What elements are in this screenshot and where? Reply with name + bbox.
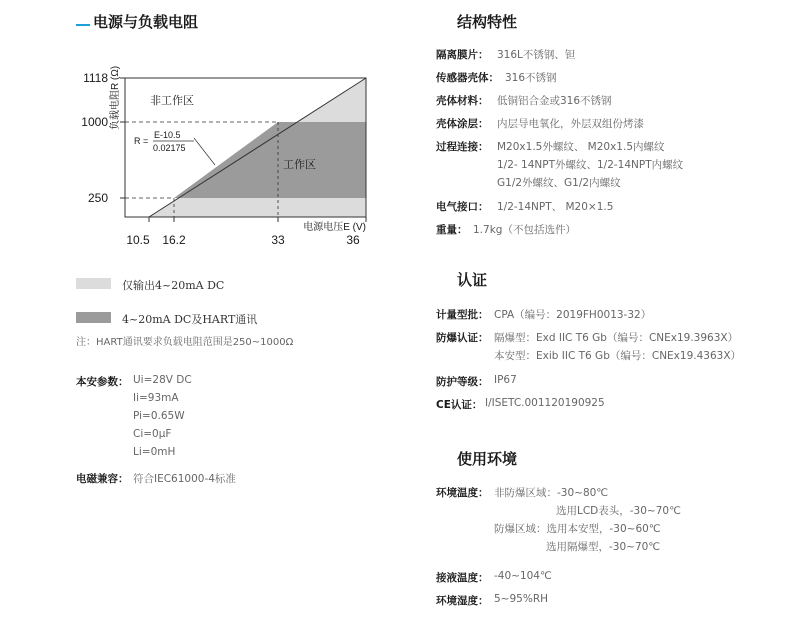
intrinsic-ci: Ci=0μF [133,428,172,440]
struct-label-process: 过程连接： [436,141,489,153]
cert-value-intrinsic: 本安型：Exib IIC T6 Gb（编号：CNEx19.4363X） [494,350,742,362]
y-tick-250: 250 [87,191,108,205]
cert-value-metrology: CPA（编号：2019FH0013-32） [494,309,652,321]
env-label-fluid: 接液温度： [436,572,489,584]
struct-value-housing: 低铜铝合金或316不锈钢 [497,95,612,107]
formula-pointer [194,138,215,165]
struct-value-coating: 内层导电氧化，外层双组份烤漆 [497,118,644,130]
env-temp-line4: 选用隔爆型，-30~70℃ [546,541,661,553]
non-work-zone-label: 非工作区 [150,95,194,107]
struct-label-weight: 重量： [436,224,468,236]
struct-value-diaphragm: 316L不锈钢、钽 [497,49,576,61]
y-tick-1118: 1118 [83,71,108,85]
x-tick-33: 33 [271,233,285,247]
env-temp-line3: 防爆区域：选用本安型，-30~60℃ [494,523,661,535]
y-axis-label: 负载电阻R (Ω) [110,65,121,130]
env-label-humidity: 环境湿度： [436,595,489,607]
env-label-temp: 环境温度： [436,487,489,499]
intrinsic-li: Li=0mH [133,446,176,458]
env-title: 使用环境 [457,450,518,468]
env-value-fluid: -40~104℃ [494,570,552,582]
struct-label-diaphragm: 隔离膜片： [436,49,489,61]
y-tick-1000: 1000 [81,115,108,129]
intrinsic-pi: Pi=0.65W [133,410,185,422]
struct-label-electrical: 电气接口： [436,201,489,213]
formula-numerator: E-10.5 [154,130,181,140]
hart-note: 注：HART通讯要求负载电阻范围是250~1000Ω [76,337,294,348]
cert-label-metrology: 计量型批： [436,309,489,321]
x-tick-16-2: 16.2 [162,233,186,247]
power-load-title: 电源与负载电阻 [93,13,199,31]
cert-value-flameproof: 隔爆型：Exd IIC T6 Gb（编号：CNEx19.3963X） [494,332,739,344]
cert-label-explosion: 防爆认证： [436,332,489,344]
load-resistance-chart [70,58,380,248]
legend-swatch-light [76,278,111,289]
cert-value-ce: I/ISETC.001120190925 [485,397,605,409]
struct-label-housing: 壳体材料： [436,95,489,107]
struct-label-coating: 壳体涂层： [436,118,489,130]
legend-swatch-dark [76,312,111,323]
struct-process-line2: 1/2- 14NPT外螺纹、1/2-14NPT内螺纹 [497,159,684,171]
intrinsic-label: 本安参数： [76,376,129,388]
work-zone-label: 工作区 [283,159,316,171]
emc-label: 电磁兼容： [76,473,129,485]
formula-denominator: 0.02175 [153,143,186,153]
cert-label-ce: CE认证： [436,399,483,411]
structure-title: 结构特性 [457,13,518,31]
env-temp-line1: 非防爆区域：-30~80℃ [494,487,609,499]
struct-value-electrical: 1/2-14NPT、 M20×1.5 [497,201,614,213]
legend-text-dark: 4~20mA DC及HART通讯 [122,313,258,326]
cert-label-protection: 防护等级： [436,376,489,388]
emc-value: 符合IEC61000-4标准 [133,473,236,485]
formula-prefix: R = [134,136,149,146]
struct-value-process: M20x1.5外螺纹、 M20x1.5内螺纹 [497,141,665,153]
struct-label-sensor: 传感器壳体： [436,72,499,84]
intrinsic-ui: Ui=28V DC [133,374,192,386]
x-tick-36: 36 [346,233,360,247]
struct-process-line3: G1/2外螺纹、G1/2内螺纹 [497,177,621,189]
struct-value-sensor: 316不锈钢 [505,72,557,84]
env-temp-line2: 选用LCD表头，-30~70℃ [556,505,681,517]
work-dark-region [174,122,366,198]
title-accent-mark [76,24,90,26]
cert-title: 认证 [457,271,488,289]
struct-value-weight: 1.7kg（不包括选件） [473,224,576,236]
x-tick-10-5: 10.5 [126,233,150,247]
intrinsic-ii: Ii=93mA [133,392,179,404]
env-value-humidity: 5~95%RH [494,593,549,605]
x-axis-label: 电源电压E (V) [303,222,366,233]
cert-value-protection: IP67 [494,374,517,386]
legend-text-light: 仅输出4~20mA DC [122,279,225,292]
